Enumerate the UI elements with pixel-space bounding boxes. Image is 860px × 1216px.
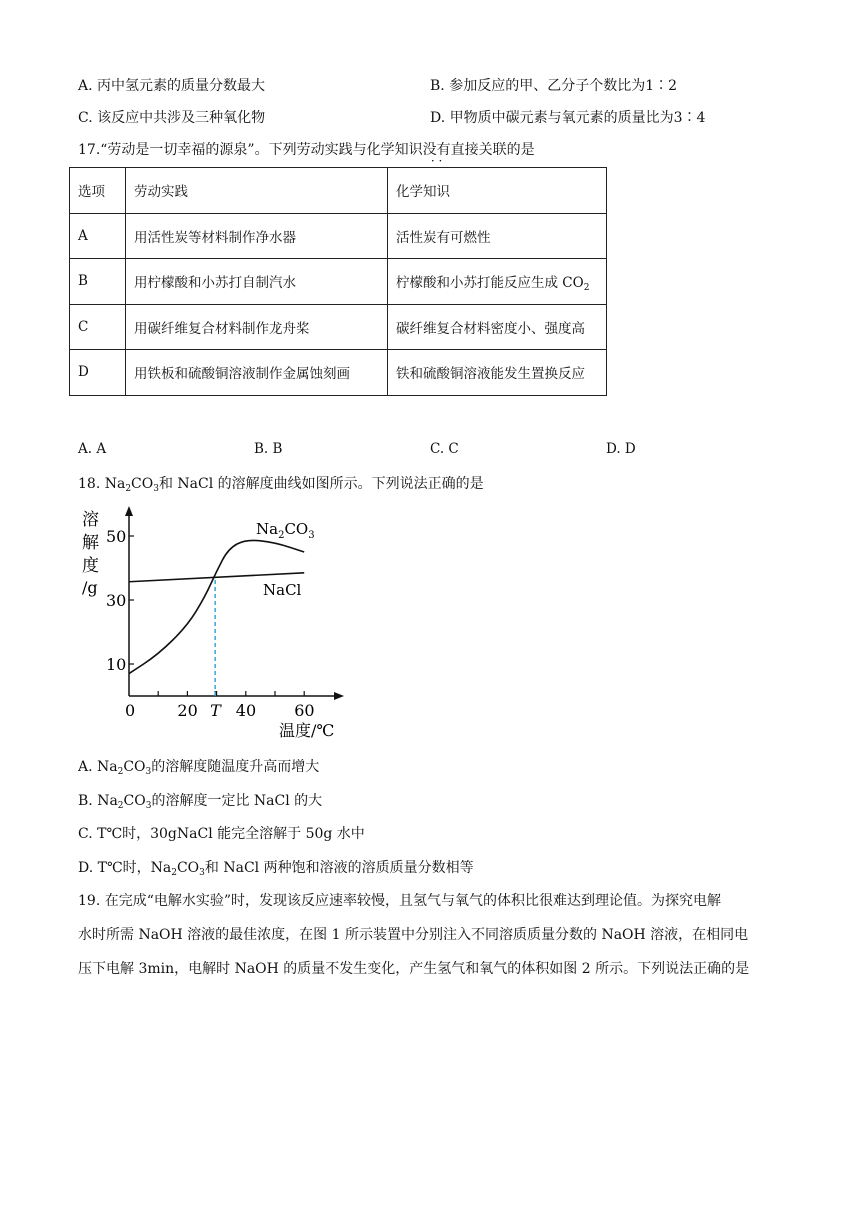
y-axis-label-char: 溶	[82, 510, 99, 530]
q17-answer-a: A. A	[78, 441, 107, 457]
q17-answer-b: B. B	[254, 441, 283, 457]
table-cell-option: B	[70, 259, 126, 305]
table-row	[70, 304, 607, 350]
table-cell-practice: 用活性炭等材料制作净水器	[126, 213, 388, 259]
table-cell-knowledge: 柠檬酸和小苏打能反应生成 $CO_2$	[388, 259, 607, 305]
q17-stem-emphasis: 没有 · ·	[422, 142, 451, 168]
q17-answer-d: D. D	[606, 441, 636, 457]
q19-line-2: 水时所需 NaOH 溶液的最佳浓度，在图 1 所示装置中分别注入不同溶质质量分数的 NaOH 溶液，在相同电	[78, 927, 749, 943]
y-axis-label-char: /g	[82, 578, 98, 597]
table-header-row	[70, 168, 607, 214]
table-header-cell: 化学知识	[388, 168, 607, 214]
q17-stem-text: 17.“劳动是一切幸福的源泉”。下列劳动实践与化学知识	[78, 142, 423, 158]
q19-line-3: 压下电解 3min，电解时 NaOH 的质量不发生变化，产生氢气和氧气的体积如图 2 所示。下列说法正确的是	[78, 961, 750, 977]
series-line-na2co3	[129, 540, 304, 673]
y-tick-label: 30	[106, 591, 127, 610]
q16-option-b: B. 参加反应的甲、乙分子个数比为1∶2	[430, 78, 678, 94]
x-axis-label: 温度/℃	[279, 721, 335, 740]
table-cell-option: D	[70, 350, 126, 396]
series-label-nacl: NaCl	[263, 581, 302, 599]
q17-stem	[78, 139, 535, 168]
q18-option-b: B. $Na_2CO_3$的溶解度一定比 NaCl 的大	[78, 793, 323, 811]
table-cell-option: A	[70, 213, 126, 259]
q18-option-a: A. $Na_2CO_3$的溶解度随温度升高而增大	[78, 759, 320, 777]
table-cell-knowledge: 活性炭有可燃性	[388, 213, 607, 259]
q18-stem: 18. $Na_2CO_3$和 NaCl 的溶解度曲线如图所示。下列说法正确的是	[78, 476, 484, 494]
table-row	[70, 213, 607, 259]
q16-option-d: D. 甲物质中碳元素与氧元素的质量比为3∶4	[430, 110, 706, 126]
q17-answer-c: C. C	[430, 441, 459, 457]
y-axis-label-char: 度	[82, 556, 99, 576]
q18-option-d: D. T℃时，$Na_2CO_3$和 NaCl 两种饱和溶液的溶质质量分数相等	[78, 860, 474, 878]
q17-stem-text-end: 直接关联的是	[450, 142, 535, 158]
table-header-cell: 选项	[70, 168, 126, 214]
y-axis-label-char: 解	[82, 533, 99, 553]
y-tick-label: 10	[106, 655, 127, 674]
x-tick-label: 40	[235, 701, 257, 720]
y-axis-arrow	[125, 506, 133, 516]
table-cell-knowledge: 铁和硫酸铜溶液能发生置换反应	[388, 350, 607, 396]
x-axis-arrow	[334, 692, 344, 700]
series-label-na2co3: $Na_2CO_3$	[256, 520, 315, 541]
table-row	[70, 259, 607, 305]
q16-option-a: A. 丙中氢元素的质量分数最大	[78, 78, 266, 94]
solubility-chart	[76, 500, 356, 745]
table-row	[70, 350, 607, 396]
x-tick-label: 20	[177, 701, 198, 720]
x-tick-label: 60	[294, 701, 315, 720]
q17-table	[69, 167, 607, 396]
q16-option-c: C. 该反应中共涉及三种氧化物	[78, 110, 266, 126]
x-tick-label: T	[210, 701, 221, 720]
table-cell-practice: 用柠檬酸和小苏打自制汽水	[126, 259, 388, 305]
y-tick-label: 50	[106, 527, 127, 546]
table-cell-knowledge: 碳纤维复合材料密度小、强度高	[388, 304, 607, 350]
table-cell-practice: 用碳纤维复合材料制作龙舟桨	[126, 304, 388, 350]
table-cell-practice: 用铁板和硫酸铜溶液制作金属蚀刻画	[126, 350, 388, 396]
x-tick-label: 0	[125, 701, 136, 720]
table-header-cell: 劳动实践	[126, 168, 388, 214]
q18-option-c: C. T℃时，30gNaCl 能完全溶解于 50g 水中	[78, 826, 365, 842]
q19-line-1: 19. 在完成“电解水实验”时，发现该反应速率较慢，且氢气与氧气的体积比很难达到理论值。为探究电解	[78, 893, 722, 909]
table-cell-option: C	[70, 304, 126, 350]
